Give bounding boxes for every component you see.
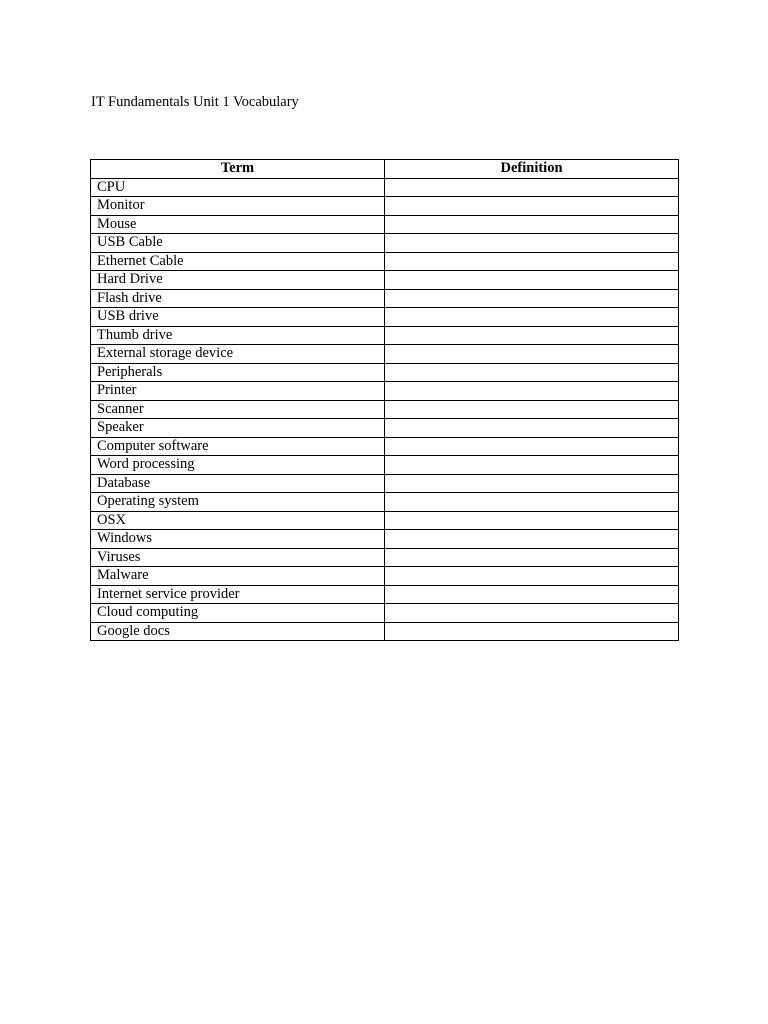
table-row [91, 419, 679, 438]
definition-cell[interactable] [385, 585, 679, 604]
table-row [91, 493, 679, 512]
table-row [91, 215, 679, 234]
definition-cell[interactable] [385, 178, 679, 197]
definition-cell[interactable] [385, 511, 679, 530]
vocabulary-table [90, 159, 679, 641]
term-cell: Printer [91, 382, 385, 401]
term-cell: USB drive [91, 308, 385, 327]
table-row [91, 271, 679, 290]
term-cell: Operating system [91, 493, 385, 512]
table-row [91, 363, 679, 382]
table-row [91, 234, 679, 253]
definition-cell[interactable] [385, 326, 679, 345]
column-header-definition: Definition [385, 160, 679, 179]
table-row [91, 530, 679, 549]
table-row [91, 252, 679, 271]
document-title: IT Fundamentals Unit 1 Vocabulary [91, 94, 299, 110]
term-cell: Cloud computing [91, 604, 385, 623]
table-row [91, 567, 679, 586]
term-cell: Word processing [91, 456, 385, 475]
definition-cell[interactable] [385, 419, 679, 438]
definition-cell[interactable] [385, 345, 679, 364]
definition-cell[interactable] [385, 604, 679, 623]
table-row [91, 456, 679, 475]
definition-cell[interactable] [385, 474, 679, 493]
definition-cell[interactable] [385, 382, 679, 401]
term-cell: OSX [91, 511, 385, 530]
table-row [91, 400, 679, 419]
definition-cell[interactable] [385, 530, 679, 549]
term-cell: Database [91, 474, 385, 493]
table-row [91, 197, 679, 216]
definition-cell[interactable] [385, 271, 679, 290]
term-cell: Computer software [91, 437, 385, 456]
table-row [91, 622, 679, 641]
table-row [91, 308, 679, 327]
definition-cell[interactable] [385, 493, 679, 512]
term-cell: Windows [91, 530, 385, 549]
table-row [91, 604, 679, 623]
term-cell: Hard Drive [91, 271, 385, 290]
term-cell: Peripherals [91, 363, 385, 382]
definition-cell[interactable] [385, 234, 679, 253]
definition-cell[interactable] [385, 308, 679, 327]
term-cell: External storage device [91, 345, 385, 364]
table-row [91, 178, 679, 197]
table-row [91, 585, 679, 604]
definition-cell[interactable] [385, 622, 679, 641]
column-header-term: Term [91, 160, 385, 179]
definition-cell[interactable] [385, 289, 679, 308]
definition-cell[interactable] [385, 215, 679, 234]
term-cell: Malware [91, 567, 385, 586]
definition-cell[interactable] [385, 567, 679, 586]
definition-cell[interactable] [385, 400, 679, 419]
table-body [91, 178, 679, 641]
definition-cell[interactable] [385, 363, 679, 382]
term-cell: Monitor [91, 197, 385, 216]
term-cell: Scanner [91, 400, 385, 419]
term-cell: Thumb drive [91, 326, 385, 345]
definition-cell[interactable] [385, 197, 679, 216]
term-cell: Mouse [91, 215, 385, 234]
table-row [91, 382, 679, 401]
table-row [91, 474, 679, 493]
term-cell: Google docs [91, 622, 385, 641]
table-row [91, 289, 679, 308]
definition-cell[interactable] [385, 456, 679, 475]
term-cell: Internet service provider [91, 585, 385, 604]
definition-cell[interactable] [385, 548, 679, 567]
term-cell: CPU [91, 178, 385, 197]
table-row [91, 548, 679, 567]
table-row [91, 437, 679, 456]
term-cell: Flash drive [91, 289, 385, 308]
definition-cell[interactable] [385, 437, 679, 456]
term-cell: Viruses [91, 548, 385, 567]
term-cell: Ethernet Cable [91, 252, 385, 271]
table-row [91, 345, 679, 364]
definition-cell[interactable] [385, 252, 679, 271]
term-cell: USB Cable [91, 234, 385, 253]
table-row [91, 326, 679, 345]
table-header-row [91, 160, 679, 179]
table-row [91, 511, 679, 530]
term-cell: Speaker [91, 419, 385, 438]
